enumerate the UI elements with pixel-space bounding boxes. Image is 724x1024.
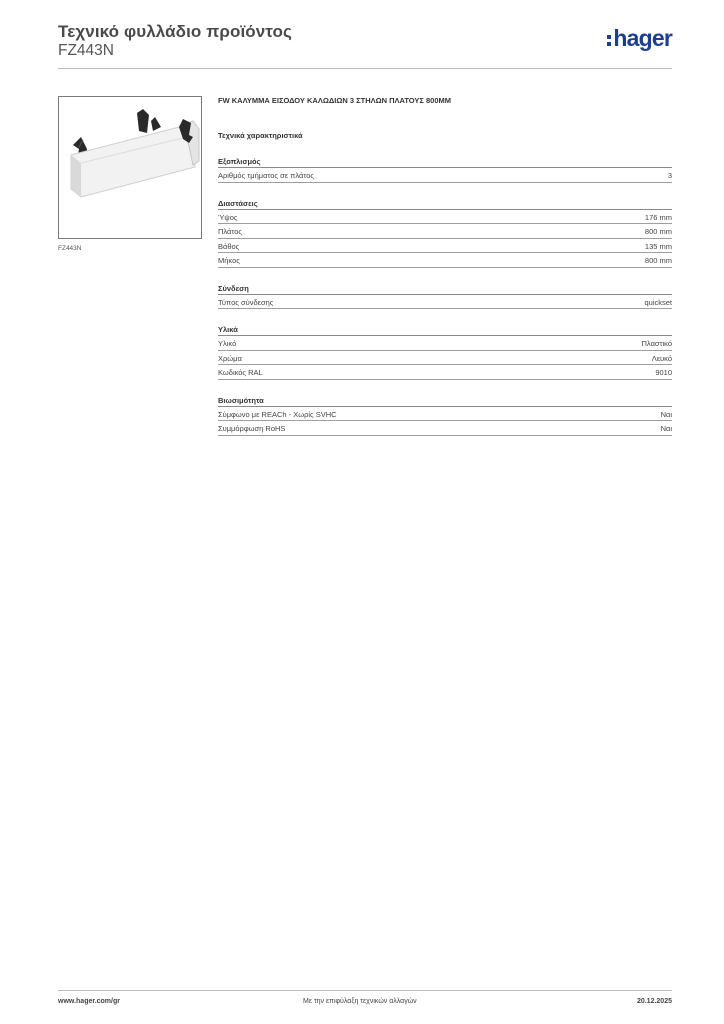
spec-label: Πλάτος xyxy=(218,227,243,236)
footer-note: Με την επιφύλαξη τεχνικών αλλαγών xyxy=(303,998,417,1005)
spec-label: Κωδικός RAL xyxy=(218,368,263,377)
spec-value: Λευκό xyxy=(651,353,672,363)
spec-value: Πλαστικό xyxy=(641,339,672,348)
spec-value: Ναι xyxy=(660,409,672,419)
spec-row xyxy=(218,351,672,366)
spec-row xyxy=(218,407,672,422)
spec-label: Συμμόρφωση RoHS xyxy=(218,424,286,433)
spec-label: Τύπος σύνδεσης xyxy=(218,297,274,307)
spec-label: Υλικό xyxy=(218,339,237,348)
spec-value: 800 mm xyxy=(644,256,672,265)
product-code: FZ443N xyxy=(58,42,114,59)
spec-value: quickset xyxy=(644,297,672,307)
group-title: Βιωσιμότητα xyxy=(218,396,672,407)
spec-label: Μήκος xyxy=(218,256,240,265)
spec-group-materials xyxy=(218,325,672,380)
footer-date: 20.12.2025 xyxy=(636,998,672,1005)
header-divider xyxy=(58,68,672,69)
spec-row xyxy=(218,253,672,268)
cable-entry-cover-illustration xyxy=(59,97,201,238)
spec-row xyxy=(218,224,672,239)
group-title: Εξοπλισμός xyxy=(218,157,672,168)
footer-divider xyxy=(58,990,672,991)
page-header xyxy=(58,20,672,68)
spec-group-sustainability xyxy=(218,396,672,436)
hager-logo xyxy=(607,27,672,50)
product-image xyxy=(58,96,202,239)
group-title: Σύνδεση xyxy=(218,284,672,295)
spec-label: Ύψος xyxy=(218,212,238,222)
spec-group-connection xyxy=(218,284,672,310)
spec-label: Αριθμός τμήματος σε πλάτος xyxy=(218,171,314,180)
logo-colon-icon xyxy=(607,35,611,46)
spec-row xyxy=(218,421,672,436)
spec-value: Ναι xyxy=(660,424,672,433)
spec-group-dimensions xyxy=(218,199,672,268)
spec-row xyxy=(218,210,672,225)
logo-text: hager xyxy=(613,25,672,51)
spec-value: 800 mm xyxy=(644,227,672,236)
spec-row xyxy=(218,365,672,380)
image-caption: FZ443N xyxy=(58,245,82,252)
spec-row xyxy=(218,239,672,254)
spec-label: Χρώμα xyxy=(218,353,242,363)
spec-group-equipment xyxy=(218,157,672,183)
group-title: Υλικά xyxy=(218,325,672,336)
spec-value: 135 mm xyxy=(644,241,672,251)
footer-url-link[interactable]: www.hager.com/gr xyxy=(58,998,120,1005)
specifications-panel xyxy=(218,96,672,436)
spec-value: 176 mm xyxy=(644,212,672,222)
spec-row xyxy=(218,295,672,310)
product-name: FW ΚΑΛΥΜΜΑ ΕΙΣΟΔΟΥ ΚΑΛΩΔΙΩΝ 3 ΣΤΗΛΩΝ ΠΛΑΤΟΥΣ 800MM xyxy=(218,96,451,105)
group-title: Διαστάσεις xyxy=(218,199,672,210)
spec-row xyxy=(218,336,672,351)
spec-label: Σύμφωνο με REACh - Χωρίς SVHC xyxy=(218,409,337,419)
spec-label: Βάθος xyxy=(218,241,240,251)
spec-row xyxy=(218,168,672,183)
document-title: Τεχνικό φυλλάδιο προϊόντος xyxy=(58,22,292,41)
section-heading: Τεχνικά χαρακτηριστικά xyxy=(218,131,303,140)
spec-value: 9010 xyxy=(655,368,672,377)
spec-value: 3 xyxy=(667,171,672,180)
